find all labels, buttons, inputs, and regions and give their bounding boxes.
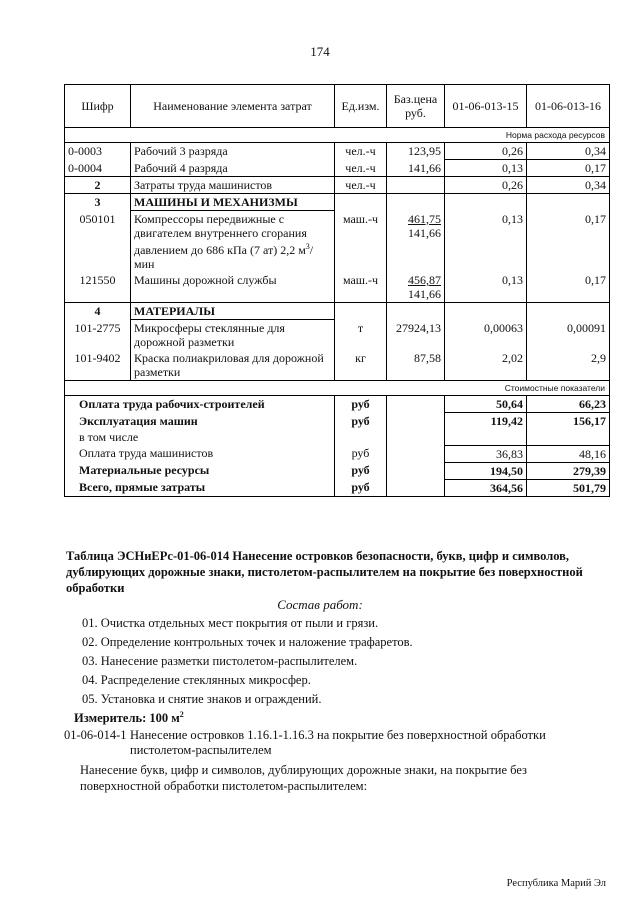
header-price: Баз.цена руб.	[387, 85, 445, 128]
row-name: Краска полиакриловая для дорожной разметки	[131, 350, 335, 381]
row-value-1: 2,02	[445, 350, 527, 381]
table-row	[65, 272, 610, 303]
table-row	[65, 143, 610, 160]
row-value-1: 0,13	[445, 272, 527, 303]
table-caption: Таблица ЭСНиЕРс-01-06-014 Нанесение островков безопасности, букв, цифр и символов, дублирующих дорожные знаки, пистолетом-распылителем на покрытие без поверхностной обработки	[66, 549, 583, 595]
row-name: Машины дорожной службы	[131, 272, 335, 303]
row-price: 123,95	[387, 143, 445, 160]
total-unit: руб	[335, 413, 387, 430]
section-row	[65, 303, 610, 320]
row-value-2: 0,34	[527, 143, 610, 160]
total-unit: руб	[335, 445, 387, 462]
work-step: 04. Распределение стеклянных микросфер.	[82, 673, 311, 687]
table-row	[65, 320, 610, 351]
row-value-2: 0,17	[527, 160, 610, 177]
total-name: Эксплуатация машин	[65, 413, 335, 430]
table-header-row	[65, 85, 610, 128]
row-unit: чел.-ч	[335, 177, 387, 194]
total-value-2: 279,39	[527, 462, 610, 479]
row-unit: маш.-ч	[335, 272, 387, 303]
row-value-1: 0,26	[445, 143, 527, 160]
row-value-2: 2,9	[527, 350, 610, 381]
total-value-1: 36,83	[445, 445, 527, 462]
row-value-2: 0,17	[527, 211, 610, 273]
total-name: Всего, прямые затраты	[65, 479, 335, 496]
total-subnote: в том числе	[65, 429, 335, 445]
total-row	[65, 413, 610, 430]
total-name: Оплата труда рабочих-строителей	[65, 396, 335, 413]
row-name: Компрессоры передвижные с двигателем внутреннего сгорания давлением до 686 кПа (7 ат) 2,2 $м^3$/мин	[131, 211, 335, 273]
row-price: 456,87 141,66	[387, 272, 445, 303]
table-row	[65, 211, 610, 273]
row-price	[387, 177, 445, 194]
header-code: Шифр	[65, 85, 131, 128]
resource-table	[64, 84, 610, 497]
total-value-1: 364,56	[445, 479, 527, 496]
footer-region: Республика Марий Эл	[506, 878, 606, 889]
item-entry	[64, 728, 546, 757]
header-col1: 01-06-013-15	[445, 85, 527, 128]
row-name: Рабочий 3 разряда	[131, 143, 335, 160]
work-step: 02. Определение контрольных точек и наложение трафаретов.	[82, 635, 413, 649]
row-code: 121550	[65, 272, 131, 303]
cost-label: Стоимостные показатели	[65, 381, 610, 396]
item-code: 01-06-014-1	[64, 728, 127, 742]
norm-label-row	[65, 128, 610, 143]
total-unit: руб	[335, 462, 387, 479]
row-price: 87,58	[387, 350, 445, 381]
work-step: 05. Установка и снятие знаков и ограждений.	[82, 692, 322, 706]
total-row	[65, 396, 610, 413]
total-value-2: 501,79	[527, 479, 610, 496]
norm-label: Норма расхода ресурсов	[65, 128, 610, 143]
row-code: 2	[65, 177, 131, 194]
header-unit: Ед.изм.	[335, 85, 387, 128]
total-value-2: 156,17	[527, 413, 610, 430]
row-value-1: 0,26	[445, 177, 527, 194]
cost-label-row	[65, 381, 610, 396]
row-unit: кг	[335, 350, 387, 381]
row-value-1: 0,13	[445, 211, 527, 273]
work-step: 03. Нанесение разметки пистолетом-распылителем.	[82, 654, 358, 668]
row-value-2: 0,00091	[527, 320, 610, 351]
row-name: Микросферы стеклянные для дорожной разметки	[131, 320, 335, 351]
row-unit: маш.-ч	[335, 211, 387, 273]
header-col2: 01-06-013-16	[527, 85, 610, 128]
row-code: 101-2775	[65, 320, 131, 351]
work-step: 01. Очистка отдельных мест покрытия от пыли и грязи.	[82, 616, 379, 630]
measure-unit: Измеритель: 100 $м^2$	[74, 710, 184, 726]
row-price: 141,66	[387, 160, 445, 177]
total-value-2: 66,23	[527, 396, 610, 413]
row-code: 101-9402	[65, 350, 131, 381]
row-name: Рабочий 4 разряда	[131, 160, 335, 177]
total-unit: руб	[335, 479, 387, 496]
total-row	[65, 479, 610, 496]
row-value-2: 0,17	[527, 272, 610, 303]
total-value-2: 48,16	[527, 445, 610, 462]
row-price: 461,75 141,66	[387, 211, 445, 273]
row-unit: т	[335, 320, 387, 351]
table-row	[65, 160, 610, 177]
header-name: Наименование элемента затрат	[131, 85, 335, 128]
row-value-2: 0,34	[527, 177, 610, 194]
total-row	[65, 462, 610, 479]
total-value-1: 119,42	[445, 413, 527, 430]
total-name: Материальные ресурсы	[65, 462, 335, 479]
total-unit: руб	[335, 396, 387, 413]
row-value-1: 0,13	[445, 160, 527, 177]
item-text: Нанесение островков 1.16.1-1.16.3 на покрытие без поверхностной обработки пистолетом-распылителем	[130, 728, 546, 757]
total-value-1: 50,64	[445, 396, 527, 413]
row-name: Затраты труда машинистов	[131, 177, 335, 194]
row-code: 0-0003	[65, 143, 131, 160]
section-title: МАШИНЫ И МЕХАНИЗМЫ	[131, 194, 335, 211]
section-code: 4	[65, 303, 131, 320]
work-composition-title: Состав работ:	[277, 597, 363, 612]
table-row	[65, 177, 610, 194]
total-row	[65, 445, 610, 462]
row-code: 0-0004	[65, 160, 131, 177]
total-name: Оплата труда машинистов	[65, 445, 335, 462]
section-row	[65, 194, 610, 211]
section-code: 3	[65, 194, 131, 211]
table-row	[65, 350, 610, 381]
row-unit: чел.-ч	[335, 143, 387, 160]
row-unit: чел.-ч	[335, 160, 387, 177]
note-paragraph: Нанесение букв, цифр и символов, дублирующих дорожные знаки, на покрытие без поверхностной обработки пистолетом-распылителем:	[80, 763, 527, 793]
page-number: 174	[310, 44, 330, 59]
row-price: 27924,13	[387, 320, 445, 351]
total-row	[65, 429, 610, 445]
row-code: 050101	[65, 211, 131, 273]
section-title: МАТЕРИАЛЫ	[131, 303, 335, 320]
total-value-1: 194,50	[445, 462, 527, 479]
row-value-1: 0,00063	[445, 320, 527, 351]
